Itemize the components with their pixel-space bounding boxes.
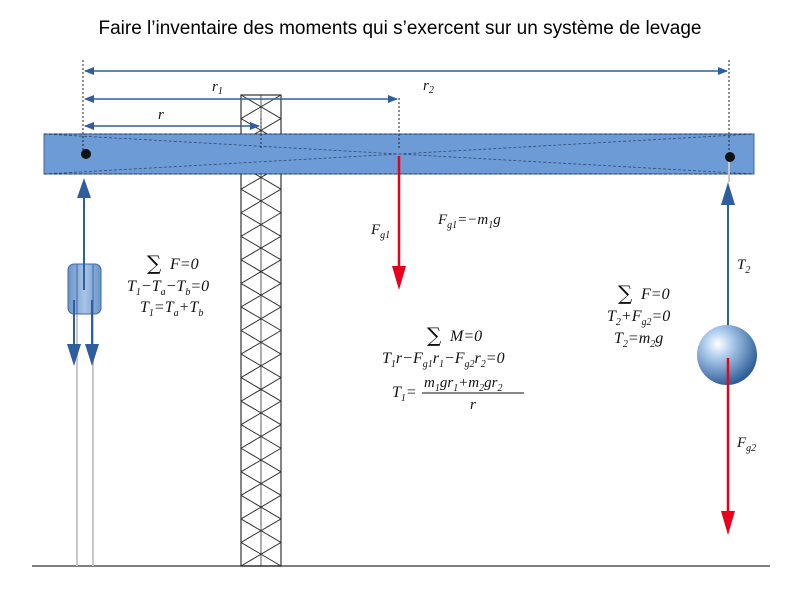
svg-text:m1gr1+m2gr2: $m_1gr_1+m_2gr_2$	[424, 375, 503, 394]
right-tension-label: $T_2$	[737, 257, 751, 276]
left-pivot-point	[81, 149, 91, 159]
svg-text:T1−Ta−Tb=0: $T_1-T_a-T_b=0$	[127, 278, 210, 298]
svg-text:∑: ∑	[147, 251, 162, 275]
svg-text:F=0: F=0	[170, 256, 199, 273]
beam-gravity-arrow	[392, 156, 406, 290]
svg-text:T1r−Fg1r1−Fg2r2=0: $T_1r-F_{g1}r_1-F_{g2}r_2=0$	[382, 350, 505, 370]
svg-text:M=0: M=0	[450, 328, 483, 345]
svg-text:T1=: $T_1=$	[392, 384, 417, 404]
svg-text:F=0: F=0	[641, 286, 670, 303]
svg-text:T1=Ta+Tb: $T_1=T_a+T_b$	[140, 299, 204, 319]
moment-equations	[382, 323, 524, 413]
beam-gravity-label: $F_{g1}$	[371, 222, 391, 241]
svg-text:∑: ∑	[427, 323, 442, 347]
counterweight-cables	[77, 300, 93, 566]
svg-text:∑: ∑	[618, 281, 633, 305]
dimension-r1-label: $r_1$	[212, 79, 223, 97]
dimension-r-label: r	[158, 107, 164, 123]
svg-text:r: r	[470, 397, 476, 413]
load-gravity-label: $F_{g2}$	[737, 435, 757, 454]
svg-text:T2=m2g: $T_2=m_2g$	[614, 330, 664, 350]
dimension-r2-label: $r_2$	[423, 78, 434, 96]
left-equations	[127, 251, 209, 319]
diagram-title: Faire l’inventaire des moments qui s’exercent sur un système de levage	[98, 18, 702, 39]
beam-gravity-equation: $F_{g1}=-m_1g$	[438, 212, 501, 231]
svg-text:T2+Fg2=0: $T_2+F_{g2}=0$	[607, 308, 671, 328]
right-pivot-point	[725, 152, 735, 162]
right-equations	[607, 281, 670, 350]
right-tension-arrow	[721, 182, 735, 330]
